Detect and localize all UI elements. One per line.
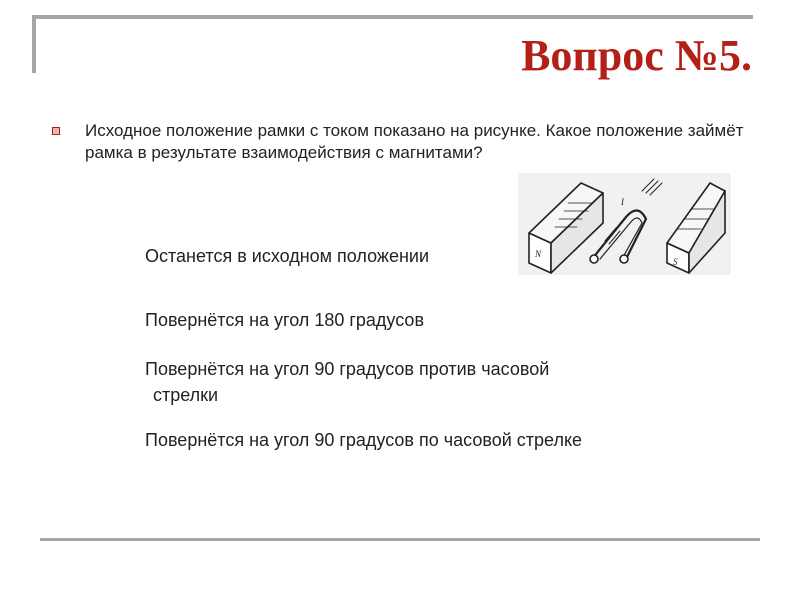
- magnet-frame-figure: [518, 173, 731, 275]
- answer-option-4[interactable]: Повернётся на угол 90 градусов по часовой стрелке: [145, 430, 583, 450]
- answer-option-3[interactable]: Повернётся на угол 90 градусов против часовой: [145, 359, 550, 379]
- frame-left-line: [32, 15, 36, 73]
- magnet-frame-drawing: [518, 173, 731, 275]
- magnet-n-label: N: [535, 249, 542, 259]
- slide-title: Вопрос №5.: [521, 31, 752, 80]
- answer-option-3-continuation[interactable]: стрелки: [153, 385, 219, 405]
- current-label: I: [621, 197, 624, 207]
- bullet-icon: [52, 127, 60, 135]
- question-text: Исходное положение рамки с током показано на рисунке. Какое положение займёт рамка в результате взаимодействия с магнитами?: [85, 121, 744, 162]
- magnet-s-label: S: [673, 257, 678, 267]
- answer-option-1[interactable]: Останется в исходном положении: [145, 246, 430, 266]
- frame-bottom-line: [40, 538, 760, 541]
- frame-top-line: [32, 15, 753, 19]
- answer-option-2[interactable]: Повернётся на угол 180 градусов: [145, 310, 425, 330]
